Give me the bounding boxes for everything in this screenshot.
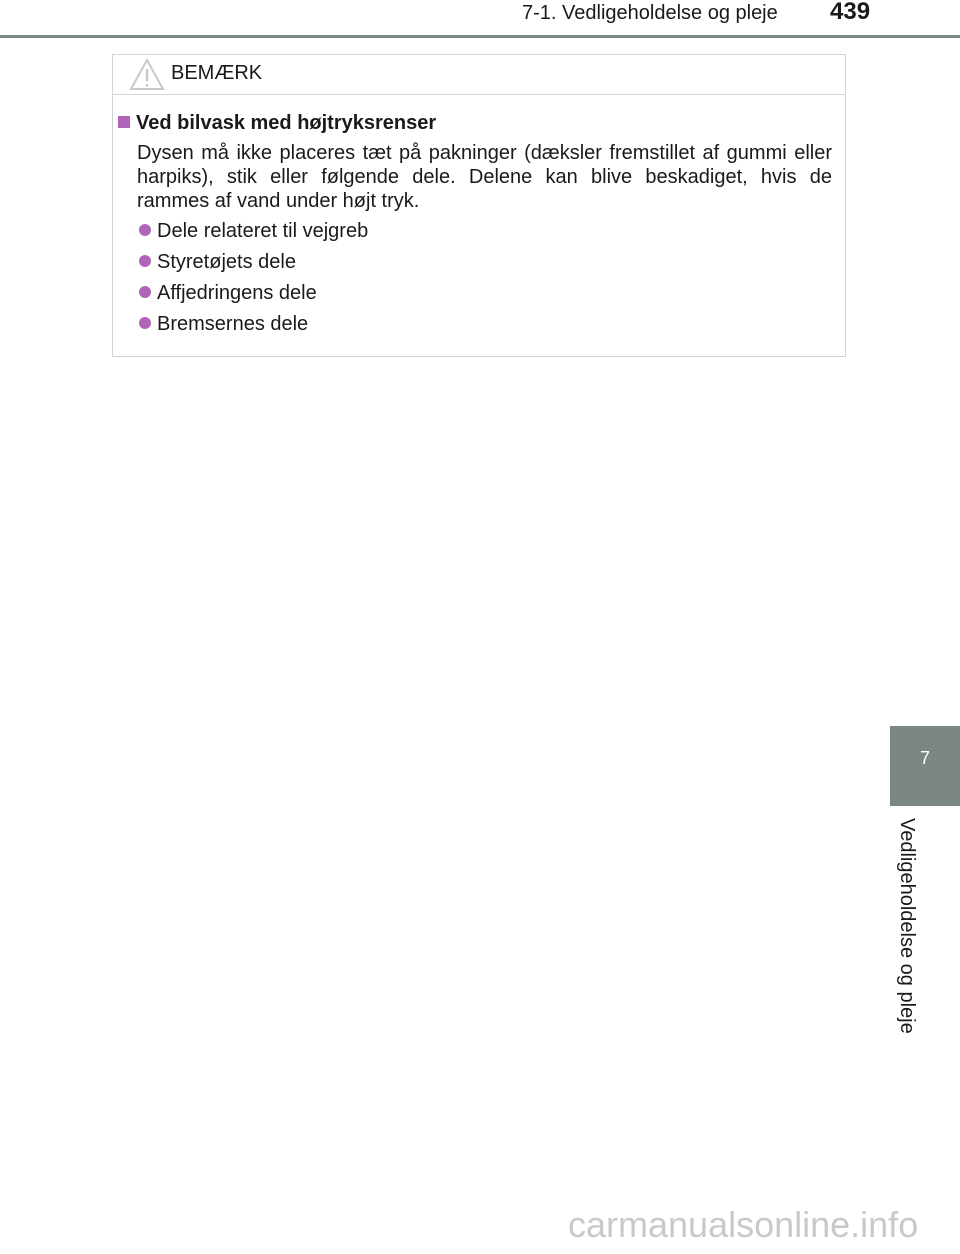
chapter-side-label: Vedligeholdelse og pleje: [896, 818, 918, 1034]
list-item: [139, 281, 368, 312]
section-title: Ved bilvask med højtryksrenser: [136, 112, 437, 134]
list-item-text: Styretøjets dele: [157, 251, 296, 273]
list-item-text: Dele relateret til vejgreb: [157, 220, 369, 242]
list-item: [139, 312, 368, 343]
header-rule: [0, 35, 960, 38]
note-label: BEMÆRK: [171, 62, 263, 84]
square-bullet-icon: [118, 116, 130, 128]
list-item-text: Affjedringens dele: [157, 282, 317, 304]
circle-bullet-icon: [139, 255, 151, 267]
watermark: carmanualsonline.info: [568, 1204, 919, 1245]
list-item: [139, 250, 368, 281]
running-header-title: 7-1. Vedligeholdelse og pleje: [522, 2, 778, 24]
page-number: 439: [830, 0, 871, 25]
section-heading: [118, 112, 436, 135]
circle-bullet-icon: [139, 286, 151, 298]
list-item: [139, 219, 368, 250]
list-item-text: Bremsernes dele: [157, 313, 309, 335]
warning-triangle-icon: [129, 58, 165, 91]
parts-list: [139, 219, 368, 343]
circle-bullet-icon: [139, 317, 151, 329]
note-box: [112, 54, 846, 357]
note-header: [113, 55, 845, 95]
chapter-tab: [890, 726, 960, 806]
chapter-number: 7: [919, 748, 930, 768]
circle-bullet-icon: [139, 224, 151, 236]
note-paragraph: Dysen må ikke placeres tæt på pakninger (dæksler fremstillet af gummi eller harpiks), stik eller følgende dele. Delene kan blive beskadiget, hvis de rammes af vand under højt tryk.: [137, 142, 832, 212]
